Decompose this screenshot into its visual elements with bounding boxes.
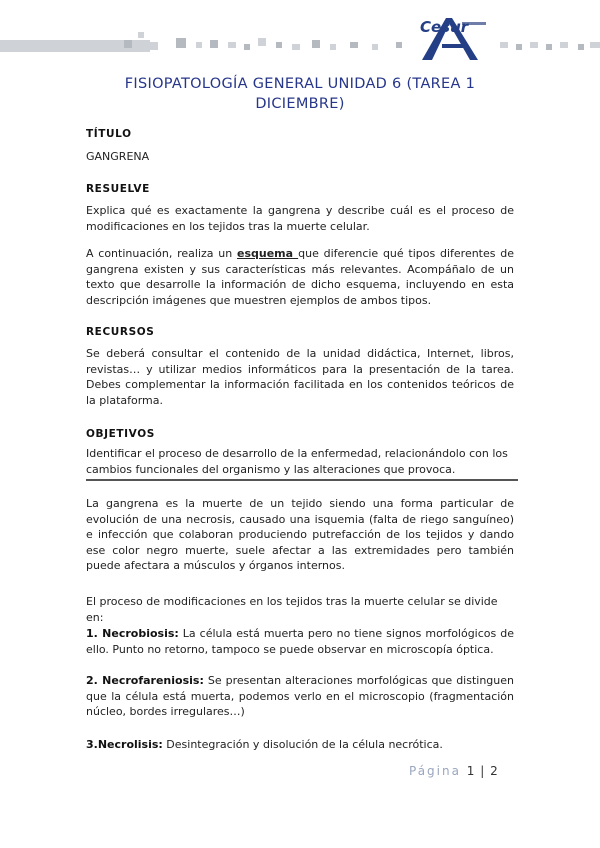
recursos-heading: RECURSOS [86, 326, 155, 338]
answer-paragraph-2: El proceso de modificaciones en los tejidos tras la muerte celular se divide en: [86, 595, 498, 624]
necrofareniosis-text: Se presentan alteraciones morfológicas que distinguen que la célula está muerta, podemos verlo en el microscopio (fragmentación núcleo, bordes irregulares…) [86, 674, 514, 718]
resuelve-p2-pre: A continuación, realiza un [86, 247, 237, 260]
necrolisis-label: 3.Necrolisis: [86, 738, 163, 751]
necrofareniosis-label: 2. Necrofareniosis: [86, 674, 204, 687]
necrolisis-text: Desintegración y disolución de la célula necrótica. [162, 738, 443, 751]
objetivos-heading: OBJETIVOS [86, 428, 155, 440]
titulo-value: GANGRENA [86, 150, 150, 163]
resuelve-heading: RESUELVE [86, 183, 150, 195]
list-item-necrofareniosis [86, 673, 514, 720]
resuelve-paragraph-1: Explica qué es exactamente la gangrena y describe cuál es el proceso de modificaciones en los tejidos tras la muerte celular. [86, 204, 514, 233]
necrobiosis-text: La célula está muerta pero no tiene signos morfológicos de ello. Punto no retorno, tampoco se puede observar en microscopía óptica. [86, 627, 514, 656]
list-item-necrobiosis [86, 626, 514, 657]
document-title [70, 74, 530, 114]
title-line-1: FISIOPATOLOGÍA GENERAL UNIDAD 6 (TAREA 1 [124, 76, 476, 92]
header-band [0, 0, 600, 70]
page-word: Página [409, 764, 461, 778]
logo-text: Cesur [420, 18, 469, 36]
esquema-term: esquema [237, 247, 299, 260]
list-item-necrolisis [86, 737, 514, 753]
section-divider [86, 479, 518, 481]
page-footer [409, 764, 499, 778]
answer-paragraph-1: La gangrena es la muerte de un tejido siendo una forma particular de evolución de una necrosis, causado una isquemia (falta de riego sanguíneo) e infección que colaboran produciendo putrefacción de los tejidos y dando ese color negro muerte, suele afectar a las extremidades pero también puede afectara a músculos y órganos internos. [86, 497, 514, 572]
objetivos-paragraph: Identificar el proceso de desarrollo de la enfermedad, relacionándolo con los cambios funcionales del organismo y las alteraciones que provoca. [86, 447, 508, 476]
resuelve-p2-post: que diferencie qué tipos diferentes de gangrena existen y sus características más relevantes. Acompáñalo de un texto que desarrolle la información de dicho esquema, incluyendo en esta descripción imágenes que muestren ejemplos de ambos tipos. [86, 247, 514, 307]
resuelve-paragraph-2 [86, 246, 514, 308]
necrobiosis-label: 1. Necrobiosis: [86, 627, 179, 640]
title-line-2: DICIEMBRE) [255, 96, 345, 112]
titulo-heading: TÍTULO [86, 128, 132, 140]
recursos-paragraph: Se deberá consultar el contenido de la unidad didáctica, Internet, libros, revistas… y utilizar medios informáticos para la presentación de la tarea. Debes complementar la información facilitada en los contenidos teóricos de la plataforma. [86, 347, 514, 407]
page-number: 1 | 2 [466, 764, 499, 778]
